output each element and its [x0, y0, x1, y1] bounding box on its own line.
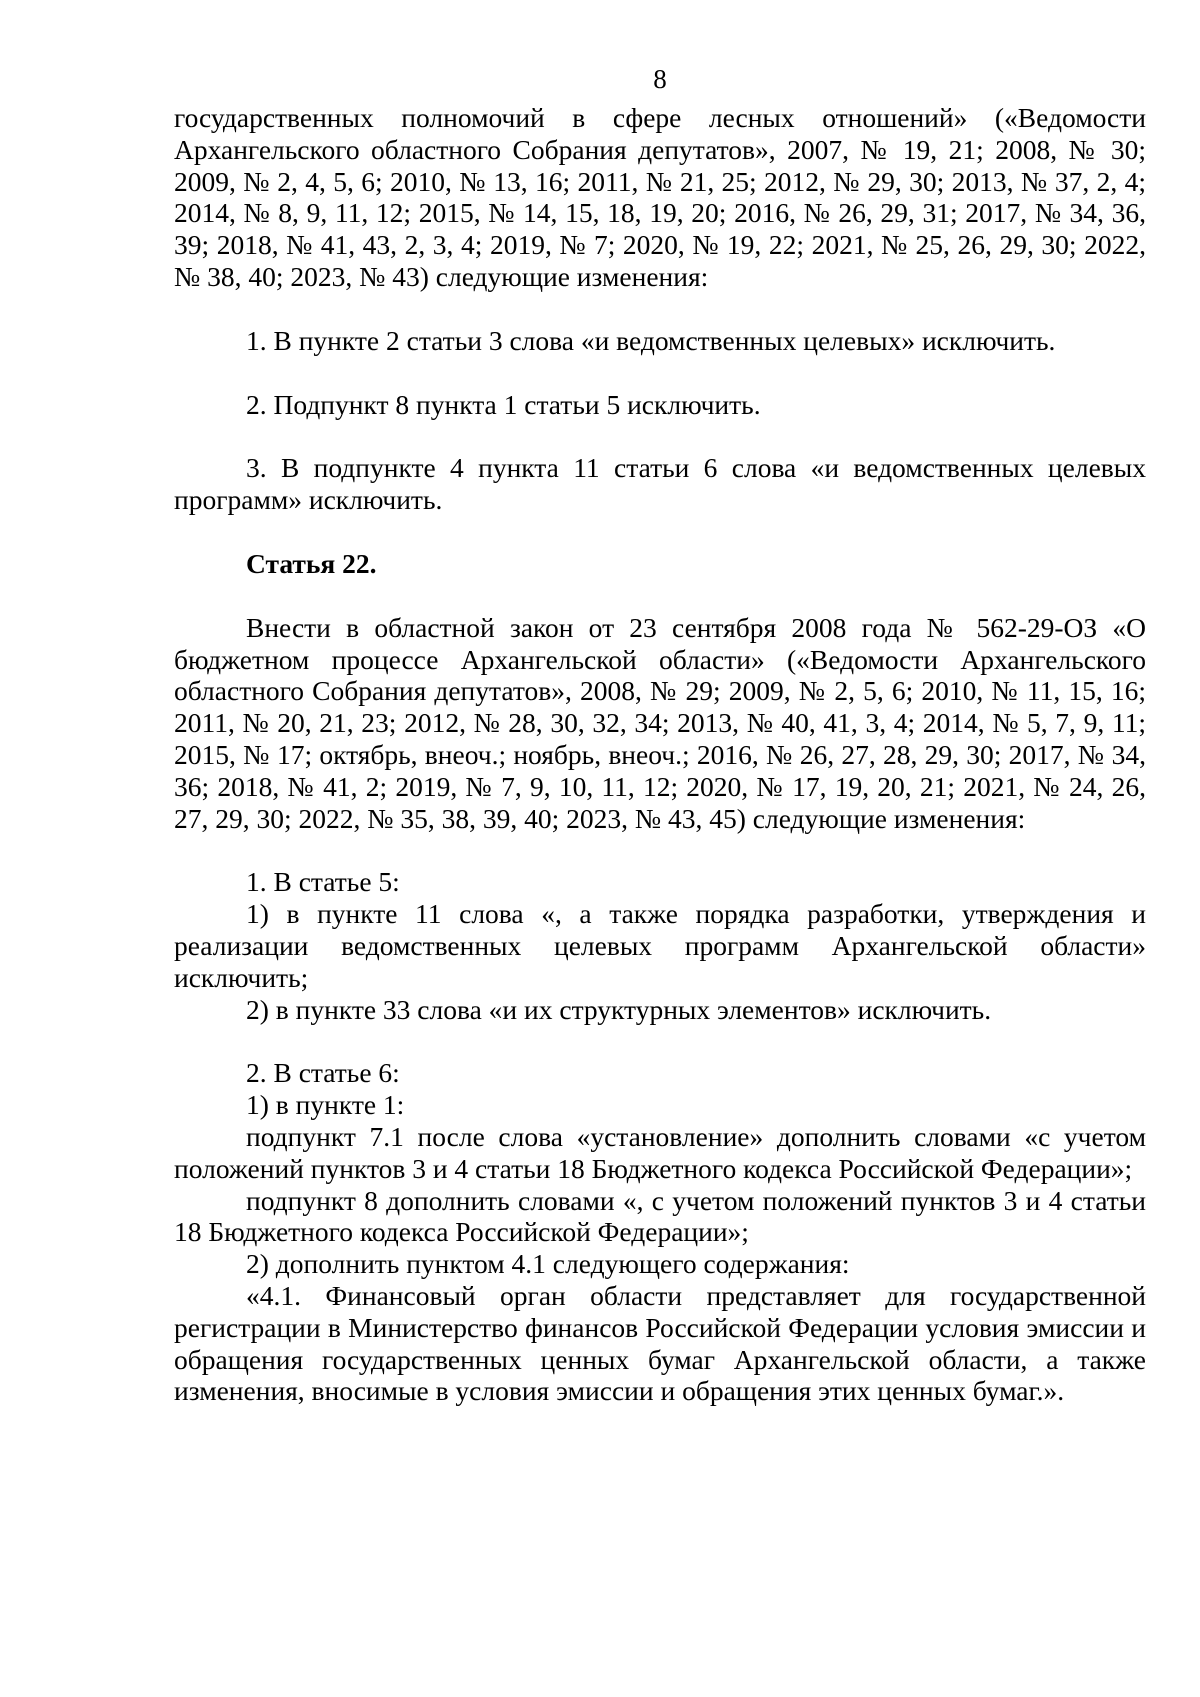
amendment-item: 2. Подпункт 8 пункта 1 статьи 5 исключить.	[246, 388, 761, 420]
subsection-item: 2) в пункте 33 слова «и их структурных элементов» исключить.	[246, 993, 992, 1025]
subsection-item: 1) в пункте 11 слова «, а также порядка разработки, утверждения и реализации ведомственных целевых программ Архангельской области» исключить;	[174, 898, 1146, 993]
amendment-item: 1. В пункте 2 статьи 3 слова «и ведомственных целевых» исключить.	[246, 324, 1056, 356]
spacer	[174, 516, 1146, 548]
subsection-item: подпункт 7.1 после слова «установление» дополнить словами «с учетом положений пунктов 3 и 4 статьи 18 Бюджетного кодекса Российской Федерации»;	[174, 1120, 1146, 1184]
spacer	[174, 420, 1146, 452]
intro-paragraph: государственных полномочий в сфере лесных отношений» («Ведомости Архангельского областного Собрания депутатов», 2007, № 19, 21; 2008, № 30; 2009, № 2, 4, 5, 6; 2010, № 13, 16; 2011, № 21, 25; 2012, № 29, 30; 2013, № 37, 2, 4; 2014, № 8, 9, 11, 12; 2015, № 14, 15, 18, 19, 20; 2016, № 26, 29, 31; 2017, № 34, 36, 39; 2018, № 41, 43, 2, 3, 4; 2019, № 7; 2020, № 19, 22; 2021, № 25, 26, 29, 30; 2022, № 38, 40; 2023, № 43) следующие изменения:	[174, 102, 1146, 292]
spacer	[174, 293, 1146, 325]
document-page	[174, 62, 1146, 1407]
article-intro: Внести в областной закон от 23 сентября 2008 года № 562-29-ОЗ «О бюджетном процессе Архангельской области» («Ведомости Архангельского областного Собрания депутатов», 2008, № 29; 2009, № 2, 5, 6; 2010, № 11, 15, 16; 2011, № 20, 21, 23; 2012, № 28, 30, 32, 34; 2013, № 40, 41, 3, 4; 2014, № 5, 7, 9, 11; 2015, № 17; октябрь, внеоч.; ноябрь, внеоч.; 2016, № 26, 27, 28, 29, 30; 2017, № 34, 36; 2018, № 41, 2; 2019, № 7, 9, 10, 11, 12; 2020, № 17, 19, 20, 21; 2021, № 24, 26, 27, 29, 30; 2022, № 35, 38, 39, 40; 2023, № 43, 45) следующие изменения:	[174, 611, 1146, 834]
spacer	[174, 357, 1146, 389]
quoted-text: «4.1. Финансовый орган области представляет для государственной регистрации в Министерство финансов Российской Федерации условия эмиссии и обращения государственных ценных бумаг Архангельской области, а также изменения, вносимые в условия эмиссии и обращения этих ценных бумаг.».	[174, 1279, 1146, 1407]
page-number: 8	[653, 64, 667, 94]
subsection-title: 1) в пункте 1:	[246, 1089, 405, 1121]
article-heading: Статья 22.	[246, 547, 377, 579]
spacer	[174, 1025, 1146, 1057]
subsection-item: подпункт 8 дополнить словами «, с учетом положений пунктов 3 и 4 статьи 18 Бюджетного кодекса Российской Федерации»;	[174, 1184, 1146, 1248]
spacer	[174, 580, 1146, 612]
section-title: 2. В статье 6:	[246, 1057, 400, 1089]
section-title: 1. В статье 5:	[246, 866, 400, 898]
spacer	[174, 834, 1146, 866]
subsection-title: 2) дополнить пунктом 4.1 следующего содержания:	[246, 1248, 850, 1280]
amendment-item: 3. В подпункте 4 пункта 11 статьи 6 слова «и ведомственных целевых программ» исключить.	[174, 452, 1146, 516]
